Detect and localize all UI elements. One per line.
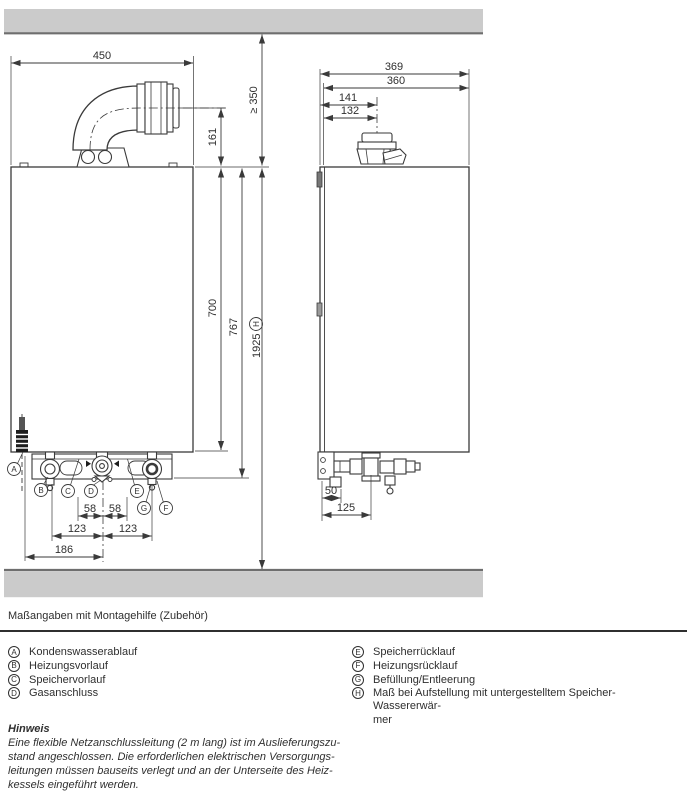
legend-right-column [352, 646, 682, 727]
dim-front-flue-height: 161 [207, 127, 219, 147]
note-line: Eine flexible Netzanschlussleitung (2 m lang) ist im Auslieferungszu- [8, 737, 341, 749]
dim-front-connection-height: 767 [228, 317, 240, 337]
note-block [8, 722, 340, 792]
legend-item-g [352, 674, 682, 687]
dim-front-body-height: 700 [207, 298, 219, 318]
dim-side-flue-axis-outer: 141 [338, 92, 358, 104]
legend-label: Befüllung/Entleerung [373, 673, 476, 686]
dim-port-123-left: 123 [67, 523, 87, 535]
svg-text:H: H [252, 321, 261, 327]
legend-label-continued: mer [373, 714, 392, 727]
circled-letter-icon: F [352, 660, 364, 672]
circled-letter-icon: H [352, 687, 364, 699]
legend-item-d [8, 687, 328, 700]
legend-item-e [352, 646, 682, 659]
floor-bar [4, 570, 483, 597]
divider-rule [0, 630, 687, 632]
legend-item-h [352, 687, 682, 713]
legend-label: Heizungsrücklauf [373, 659, 458, 672]
svg-text:1925: 1925 [251, 333, 263, 358]
dim-side-depth-total: 369 [384, 61, 404, 73]
circled-letter-icon: D [8, 687, 20, 699]
legend-item-c [8, 674, 328, 687]
circled-letter-icon: C [8, 674, 20, 686]
marker-b: B [38, 486, 44, 495]
marker-d: D [88, 487, 94, 496]
marker-e: E [134, 487, 140, 496]
legend-label: Gasanschluss [29, 687, 99, 700]
dim-side-flue-axis-inner: 132 [340, 105, 360, 117]
marker-f: F [163, 504, 169, 513]
side-view-outline [317, 97, 469, 452]
dim-port-123-right: 123 [118, 523, 138, 535]
note-line: kessels eingeführt werden. [8, 779, 139, 791]
legend-item-b [8, 660, 328, 673]
marker-g: G [140, 504, 148, 513]
legend-label: Speicherrücklauf [373, 646, 455, 658]
legend-left-column [8, 646, 328, 701]
legend-label: Kondenswasserablauf [29, 646, 138, 658]
note-line: stand angeschlossen. Die erforderlichen elektrischen Versorgungs- [8, 751, 335, 763]
dim-side-valve-offset: 125 [336, 502, 356, 514]
dim-port-58-right: 58 [108, 503, 122, 515]
dim-side-drain-offset: 50 [324, 485, 338, 497]
dim-port-186: 186 [54, 544, 74, 556]
legend-item-f [352, 660, 682, 673]
marker-c: C [65, 487, 71, 496]
dim-side-depth-body: 360 [386, 75, 406, 87]
legend-label: Heizungsvorlauf [29, 659, 108, 672]
side-flue-adapter [357, 97, 406, 164]
dim-front-width: 450 [92, 50, 112, 62]
note-line: leitungen müssen bauseits verlegt und an der Unterseite des Heiz- [8, 765, 333, 777]
circled-letter-icon: E [352, 646, 364, 658]
marker-a: A [11, 465, 17, 474]
ceiling-bar [4, 9, 483, 33]
dim-front-install-height [250, 318, 264, 359]
circled-letter-icon: G [352, 674, 364, 686]
note-title: Hinweis [8, 723, 50, 735]
front-view-outline [11, 82, 225, 452]
circled-letter-icon: A [8, 646, 20, 658]
figure-caption: Maßangaben mit Montagehilfe (Zubehör) [8, 610, 208, 622]
legend-label: Maß bei Aufstellung mit untergestelltem Speicher-Wassererwär- [373, 687, 616, 713]
legend-label: Speichervorlauf [29, 673, 106, 686]
legend-item-a [8, 646, 328, 659]
circled-letter-icon: B [8, 660, 20, 672]
dim-port-58-left: 58 [83, 503, 97, 515]
dim-front-top-clearance: ≥ 350 [248, 86, 260, 114]
